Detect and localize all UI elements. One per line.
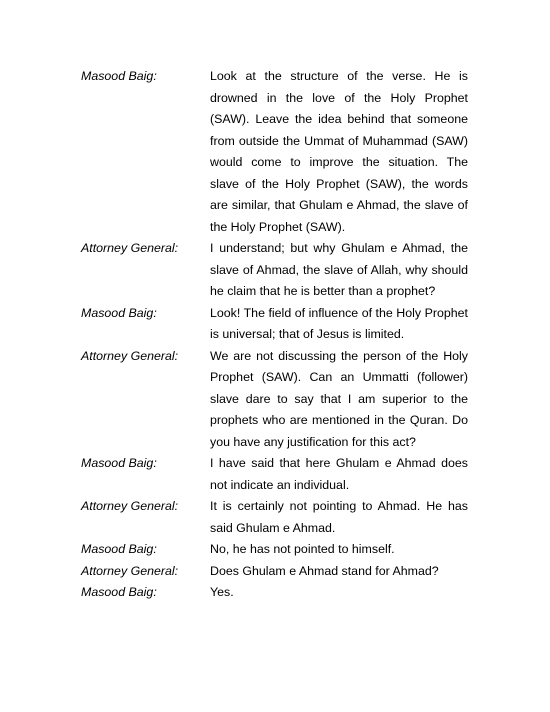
transcript-entry: [81, 496, 471, 539]
speaker-name: Attorney General:: [81, 499, 179, 513]
speaker-name: Attorney General:: [81, 348, 179, 363]
transcript-entry: [81, 561, 471, 583]
transcript: [81, 66, 471, 604]
speech-text: It is certainly not pointing to Ahmad. He has said Ghulam e Ahmad.: [210, 499, 468, 535]
speech-text: No, he has not pointed to himself.: [210, 542, 395, 556]
transcript-entry: [81, 582, 471, 604]
speaker-name: Masood Baig:: [81, 542, 157, 556]
speech-text: Does Ghulam e Ahmad stand for Ahmad?: [210, 563, 439, 578]
speaker-name: Masood Baig:: [81, 456, 157, 470]
speech-text: I have said that here Ghulam e Ahmad does not indicate an individual.: [210, 456, 468, 492]
speaker-name: Attorney General:: [81, 241, 179, 255]
speech-text: Yes.: [210, 585, 234, 599]
speech-text: Look at the structure of the verse. He is drowned in the love of the Holy Prophet (SAW). Leave the idea behind that someone from outside the Ummat of Muhammad (SAW) would come to improve the situation. The slave of the Holy Prophet (SAW), the words are similar, that Ghulam e Ahmad, the slave of the Holy Prophet (SAW).: [210, 69, 468, 234]
speaker-name: Masood Baig:: [81, 585, 157, 599]
speech-text: I understand; but why Ghulam e Ahmad, the slave of Ahmad, the slave of Allah, why should he claim that he is better than a prophet?: [210, 241, 468, 298]
transcript-entry: [81, 66, 471, 238]
transcript-entry: [81, 539, 471, 561]
speaker-name: Masood Baig:: [81, 69, 157, 83]
speech-text: We are not discussing the person of the Holy Prophet (SAW). Can an Ummatti (follower) slave dare to say that I am superior to the prophets who are mentioned in the Quran. Do you have any justification for this act?: [210, 348, 468, 449]
transcript-entry: [81, 238, 471, 303]
transcript-entry: [81, 346, 471, 454]
speaker-name: Attorney General:: [81, 563, 179, 578]
transcript-entry: [81, 303, 471, 346]
transcript-entry: [81, 453, 471, 496]
speaker-name: Masood Baig:: [81, 305, 157, 320]
speech-text: Look! The field of influence of the Holy Prophet is universal; that of Jesus is limited.: [210, 305, 468, 341]
